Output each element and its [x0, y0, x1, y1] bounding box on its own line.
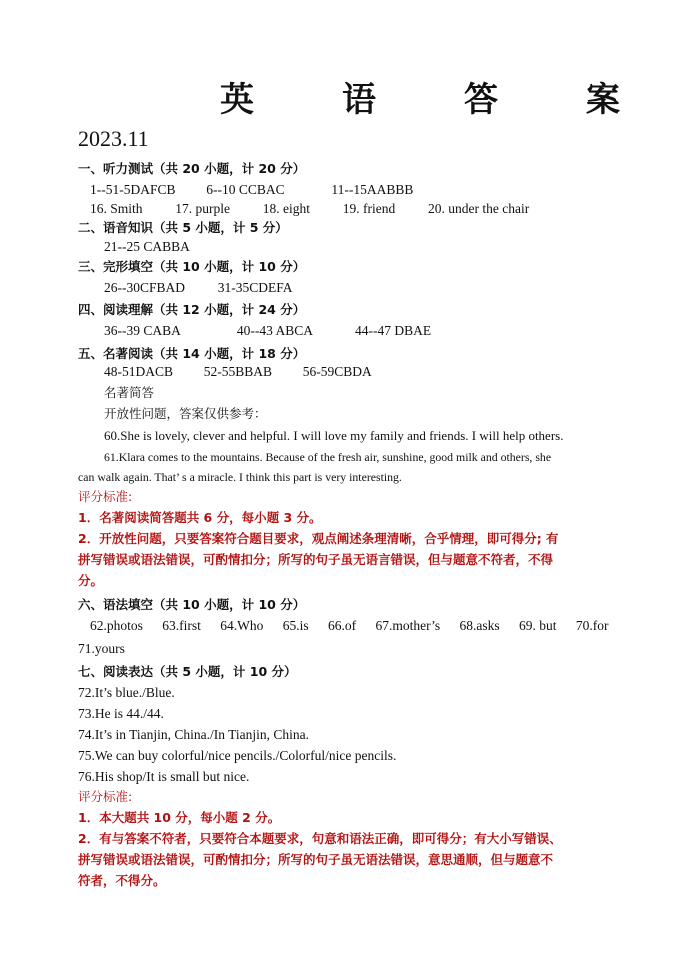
criteria-1: 1．名著阅读简答题共 6 分，每小题 3 分。: [78, 510, 322, 525]
criteria-2-line1: 2．有与答案不符者，只要符合本题要求，句意和语法正确，即可得分；有大小写错误、: [78, 831, 562, 846]
answer-item: 69. but: [519, 618, 557, 633]
answer-group: 11--15AABBB: [331, 182, 414, 197]
answer-item: 63.first: [162, 618, 201, 633]
section-6-heading: 六、语法填空（共 10 小题，计 10 分）: [78, 597, 306, 612]
section-1-heading: 一、听力测试（共 20 小题，计 20 分）: [78, 161, 306, 176]
section-3-heading: 三、完形填空（共 10 小题，计 10 分）: [78, 259, 306, 274]
title-char: 英: [220, 79, 254, 120]
answer-74: 74.It’s in Tianjin, China./In Tianjin, China.: [78, 727, 310, 742]
criteria-2-line2: 拼写错误或语法错误，可酌情扣分；所写的句子虽无语法错误，意思通顺，但与题意不: [78, 852, 554, 867]
answer-group: 56-59CBDA: [302, 364, 372, 379]
answer-76: 76.His shop/It is small but nice.: [78, 769, 250, 784]
answer-item: 67.mother’s: [375, 618, 441, 633]
criteria-2-line1: 2．开放性问题，只要答案符合题目要求，观点阐述条理清晰，合乎情理，即可得分; 有: [78, 531, 559, 546]
answer-61-line1: 61.Klara comes to the mountains. Because of the fresh air, sunshine, good milk and others, she: [104, 450, 552, 464]
answer-item: 18. eight: [262, 201, 311, 216]
section-2-heading: 二、语音知识（共 5 小题，计 5 分）: [78, 220, 288, 235]
answer-73: 73.He is 44./44.: [78, 706, 164, 721]
answer-group: 48-51DACB: [104, 364, 174, 379]
section-4-answers: [104, 322, 431, 340]
answer-group: 52-55BBAB: [203, 364, 273, 379]
criteria-2-line3: 符者，不得分。: [78, 873, 166, 888]
open-question-note: 开放性问题，答案仅供参考：: [104, 406, 267, 421]
section-1-answers-row1: [90, 181, 413, 199]
criteria-1: 1．本大题共 10 分，每小题 2 分。: [78, 810, 281, 825]
answer-group: 1--51-5DAFCB: [90, 182, 176, 197]
title-char: 语: [342, 79, 376, 120]
answer-item: 20. under the chair: [428, 201, 530, 216]
answer-group: 44--47 DBAE: [355, 323, 432, 338]
criteria-label: 评分标准:: [78, 789, 133, 804]
answer-61-line2: can walk again. That’ s a miracle. I think this part is very interesting.: [78, 470, 402, 484]
answer-72: 72.It’s blue./Blue.: [78, 685, 175, 700]
title-char: 答: [464, 79, 498, 120]
answer-item: 17. purple: [175, 201, 231, 216]
answer-item: 65.is: [282, 618, 309, 633]
answer-item: 64.Who: [220, 618, 264, 633]
answer-group: 6--10 CCBAC: [206, 182, 285, 197]
answer-60: 60.She is lovely, clever and helpful. I will love my family and friends. I will help others.: [104, 428, 564, 443]
date: 2023.11: [78, 126, 149, 151]
answer-item: 70.for: [575, 618, 609, 633]
answer-item: 16. Smith: [90, 201, 143, 216]
answer-item: 19. friend: [342, 201, 396, 216]
criteria-2-line2: 拼写错误或语法错误，可酌情扣分；所写的句子虽无语言错误，但与题意不符者，不得: [78, 552, 554, 567]
section-4-heading: 四、阅读理解（共 12 小题，计 24 分）: [78, 302, 306, 317]
answer-group: 31-35CDEFA: [217, 280, 293, 295]
answer-item: 66.of: [328, 618, 357, 633]
criteria-label: 评分标准:: [78, 489, 133, 504]
section-5-answers: [104, 363, 372, 381]
answer-item: 62.photos: [90, 618, 143, 633]
section-2-answers: 21--25 CABBA: [104, 239, 190, 254]
section-5-heading: 五、名著阅读（共 14 小题，计 18 分）: [78, 346, 306, 361]
answer-item: 68.asks: [459, 618, 500, 633]
answer-group: 26--30CFBAD: [104, 280, 186, 295]
section-5-subheading: 名著简答: [104, 385, 155, 400]
answer-group: 36--39 CABA: [104, 323, 181, 338]
answer-group: 40--43 ABCA: [236, 323, 313, 338]
answer-75: 75.We can buy colorful/nice pencils./Colorful/nice pencils.: [78, 748, 397, 763]
title-char: 案: [586, 79, 620, 120]
section-7-heading: 七、阅读表达（共 5 小题，计 10 分）: [78, 664, 297, 679]
page-title: [220, 76, 620, 120]
section-6-answers: [90, 617, 609, 635]
section-1-answers-row2: [90, 200, 529, 218]
criteria-2-line3: 分。: [78, 573, 104, 588]
section-3-answers: [104, 279, 293, 297]
answer-71: 71.yours: [78, 641, 125, 656]
